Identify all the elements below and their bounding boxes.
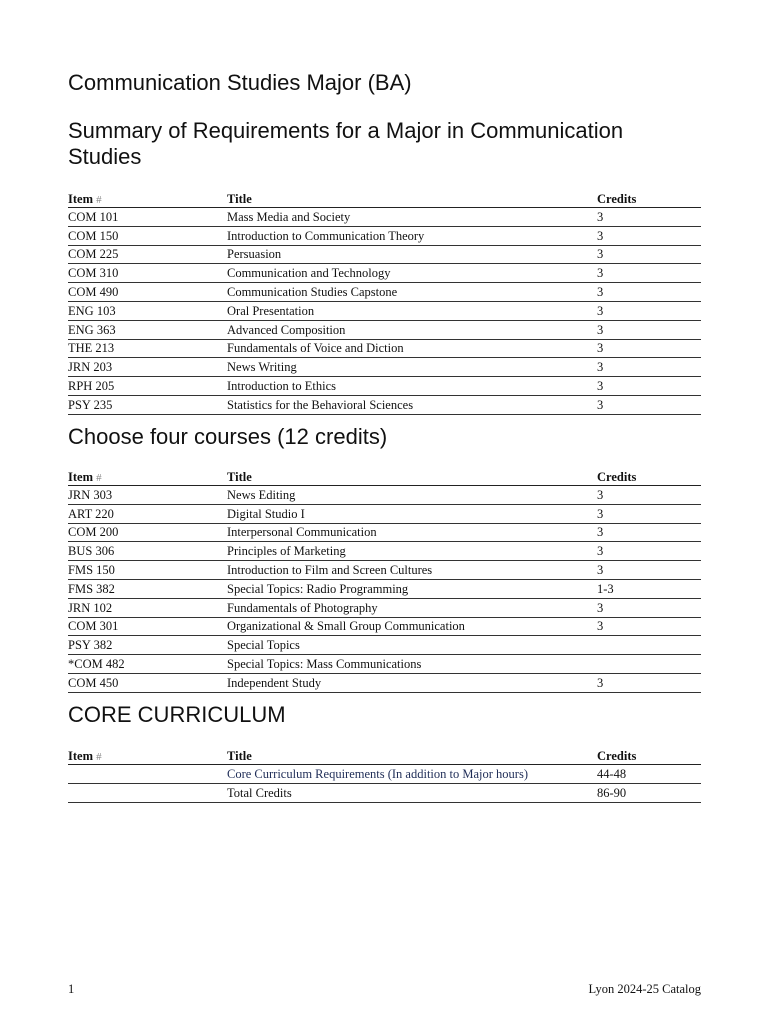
cell-item: [68, 783, 227, 802]
col-item-header: [68, 747, 227, 765]
table-row: [68, 208, 701, 227]
col-credits-header: Credits: [597, 468, 701, 486]
cell-item: ENG 363: [68, 320, 227, 339]
cell-title: Mass Media and Society: [227, 208, 597, 227]
table-row: [68, 226, 701, 245]
col-item-header: [68, 190, 227, 208]
table-row: [68, 264, 701, 283]
cell-title: News Writing: [227, 358, 597, 377]
electives-table-body: [68, 486, 701, 693]
hash-symbol: #: [96, 751, 102, 763]
item-col-label: Item #: [68, 192, 102, 206]
table-row: [68, 504, 701, 523]
cell-item: THE 213: [68, 339, 227, 358]
table-header-row: [68, 190, 701, 208]
table-row: [68, 523, 701, 542]
cell-credits: 3: [597, 320, 701, 339]
section3-heading: CORE CURRICULUM: [68, 702, 286, 727]
table-row: [68, 301, 701, 320]
cell-item: PSY 235: [68, 395, 227, 414]
table-row: [68, 765, 701, 784]
core-curriculum-table-body: [68, 765, 701, 803]
cell-title: Communication and Technology: [227, 264, 597, 283]
cell-item: COM 200: [68, 523, 227, 542]
cell-item: [68, 765, 227, 784]
cell-credits: 3: [597, 523, 701, 542]
cell-item: COM 310: [68, 264, 227, 283]
cell-title: Organizational & Small Group Communication: [227, 617, 597, 636]
cell-item: COM 490: [68, 283, 227, 302]
cell-credits: 3: [597, 339, 701, 358]
table-row: [68, 395, 701, 414]
cell-title: News Editing: [227, 486, 597, 505]
cell-item: ART 220: [68, 504, 227, 523]
cell-credits: 3: [597, 598, 701, 617]
cell-title: Digital Studio I: [227, 504, 597, 523]
cell-credits: 1-3: [597, 579, 701, 598]
cell-credits: 3: [597, 561, 701, 580]
table-row: [68, 579, 701, 598]
table-row: [68, 598, 701, 617]
cell-title: Communication Studies Capstone: [227, 283, 597, 302]
table-row: [68, 339, 701, 358]
cell-title: Advanced Composition: [227, 320, 597, 339]
cell-credits: [597, 655, 701, 674]
col-item-header: [68, 468, 227, 486]
cell-credits: 3: [597, 673, 701, 692]
cell-title: Introduction to Communication Theory: [227, 226, 597, 245]
cell-title: Principles of Marketing: [227, 542, 597, 561]
table-header-row: [68, 468, 701, 486]
hash-symbol: #: [96, 194, 102, 206]
cell-title: Introduction to Ethics: [227, 377, 597, 396]
item-col-label: Item #: [68, 749, 102, 763]
cell-item: RPH 205: [68, 377, 227, 396]
col-title-header: Title: [227, 468, 597, 486]
table-row: [68, 358, 701, 377]
cell-item: COM 450: [68, 673, 227, 692]
cell-item: BUS 306: [68, 542, 227, 561]
table-row: [68, 561, 701, 580]
table-row: [68, 320, 701, 339]
table-row: [68, 245, 701, 264]
cell-item: COM 150: [68, 226, 227, 245]
table-row: [68, 636, 701, 655]
cell-item: ENG 103: [68, 301, 227, 320]
cell-title: Introduction to Film and Screen Cultures: [227, 561, 597, 580]
cell-credits: 3: [597, 617, 701, 636]
cell-title: Fundamentals of Photography: [227, 598, 597, 617]
item-col-label: Item #: [68, 470, 102, 484]
section2-heading: Choose four courses (12 credits): [68, 424, 388, 449]
page-number: 1: [68, 982, 75, 996]
cell-title: Special Topics: Mass Communications: [227, 655, 597, 674]
cell-credits: 3: [597, 264, 701, 283]
table-row: [68, 617, 701, 636]
table-row: [68, 486, 701, 505]
cell-title: Fundamentals of Voice and Diction: [227, 339, 597, 358]
cell-title: Special Topics: Radio Programming: [227, 579, 597, 598]
catalog-name: Lyon 2024-25 Catalog: [588, 982, 701, 996]
cell-item: COM 301: [68, 617, 227, 636]
cell-credits: 3: [597, 504, 701, 523]
cell-item: FMS 150: [68, 561, 227, 580]
core-curriculum-link[interactable]: Core Curriculum Requirements (In addition to Major hours): [227, 765, 597, 784]
col-title-header: Title: [227, 190, 597, 208]
table-row: [68, 283, 701, 302]
cell-item: COM 225: [68, 245, 227, 264]
cell-title: Persuasion: [227, 245, 597, 264]
cell-credits: 3: [597, 486, 701, 505]
cell-title: Special Topics: [227, 636, 597, 655]
cell-credits: 3: [597, 226, 701, 245]
cell-item: JRN 102: [68, 598, 227, 617]
cell-credits: 3: [597, 208, 701, 227]
cell-item: JRN 203: [68, 358, 227, 377]
cell-item: PSY 382: [68, 636, 227, 655]
requirements-table: [68, 190, 701, 415]
electives-table: [68, 468, 701, 693]
cell-credits: [597, 636, 701, 655]
cell-credits: 3: [597, 395, 701, 414]
page-title: Communication Studies Major (BA): [68, 70, 412, 95]
col-credits-header: Credits: [597, 190, 701, 208]
cell-item: *COM 482: [68, 655, 227, 674]
core-curriculum-table: [68, 747, 701, 803]
cell-credits: 86-90: [597, 783, 701, 802]
section1-heading: Summary of Requirements for a Major in Communication Studies: [68, 118, 624, 169]
cell-title: Interpersonal Communication: [227, 523, 597, 542]
table-row: [68, 542, 701, 561]
table-row: [68, 783, 701, 802]
table-row: [68, 377, 701, 396]
hash-symbol: #: [96, 472, 102, 484]
cell-credits: 44-48: [597, 765, 701, 784]
table-row: [68, 655, 701, 674]
cell-credits: 3: [597, 358, 701, 377]
cell-credits: 3: [597, 301, 701, 320]
cell-item: JRN 303: [68, 486, 227, 505]
col-title-header: Title: [227, 747, 597, 765]
cell-title: Statistics for the Behavioral Sciences: [227, 395, 597, 414]
requirements-table-body: [68, 208, 701, 415]
col-credits-header: Credits: [597, 747, 701, 765]
cell-item: FMS 382: [68, 579, 227, 598]
cell-title: Independent Study: [227, 673, 597, 692]
cell-title: Total Credits: [227, 783, 597, 802]
cell-credits: 3: [597, 377, 701, 396]
cell-credits: 3: [597, 283, 701, 302]
cell-credits: 3: [597, 245, 701, 264]
cell-item: COM 101: [68, 208, 227, 227]
cell-credits: 3: [597, 542, 701, 561]
table-row: [68, 673, 701, 692]
cell-title: Oral Presentation: [227, 301, 597, 320]
table-header-row: [68, 747, 701, 765]
